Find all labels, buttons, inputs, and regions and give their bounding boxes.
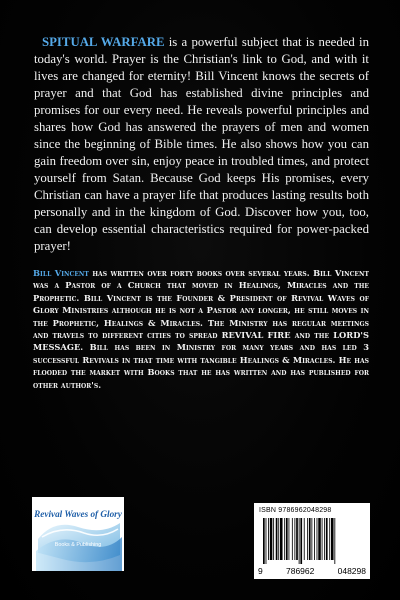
barcode-bar xyxy=(307,518,308,560)
barcode-bar xyxy=(268,518,269,560)
bio-text: has written over forty books over several years. Bill Vincent was a Pastor of a Church that moved in Healings, Miracles and the Prophetic. Bill Vincent is the Founder & President of Revival Waves of Glory Ministries although he is not a Pastor any longer, he still moves in the Prophetic, Healings & Miracles. The Ministry has regular meetings and travels to different cities to spread REVIVAL FIRE and the LORD'S MESSAGE. Bill has been in Ministry for many years and has led 3 successful Revivals in that time with tangible Healings & Miracles. He has flooded the market with Books that he has written and has published for other author's. xyxy=(33,268,369,390)
book-description xyxy=(34,34,369,255)
logo-title: Revival Waves of Glory xyxy=(34,509,122,519)
barcode-bar xyxy=(300,518,302,564)
description-highlight: SPITUAL WARFARE xyxy=(42,35,165,49)
barcode-bar xyxy=(322,518,323,560)
barcode-bar xyxy=(317,518,318,560)
barcode-bar xyxy=(289,518,290,560)
barcode-bar xyxy=(314,518,315,560)
logo-subtitle: Books & Publishing xyxy=(54,542,102,548)
isbn-digits xyxy=(258,566,366,576)
barcode-bar xyxy=(326,518,328,560)
barcode-bar xyxy=(296,518,298,560)
author-bio xyxy=(33,267,369,391)
barcode-bars xyxy=(261,518,363,564)
description-text: is a powerful subject that is needed in today's world. Prayer is the Christian's link to God, and with it lives are changed for eternity! Bill Vincent knows the secrets of prayer and that God has established divine principles and promises for our every need. He reveals powerful principles and shares how God has answered the prayers of men and women since the beginning of Bible times. He also shows how you can gain freedom over sin, enjoy peace in troubled times, and protect yourself from Satan. Because God keeps His promises, every Christian can have a prayer life that produces lasting results both personally and in the kingdom of God. Discover how you, too, can develop essential characteristics required for power-packed prayer! xyxy=(34,35,369,253)
barcode-bar xyxy=(334,518,335,564)
barcode-bar xyxy=(263,518,265,564)
bio-author-name: Bill Vincent xyxy=(33,268,89,278)
barcode-bar xyxy=(299,518,300,564)
barcode-bar xyxy=(284,518,285,560)
isbn-digit-lead: 9 xyxy=(258,566,263,576)
barcode-bar xyxy=(278,518,279,560)
barcode-bar xyxy=(266,518,267,564)
barcode-bar xyxy=(324,518,325,560)
barcode-bar xyxy=(329,518,330,560)
barcode-bar xyxy=(331,518,334,560)
barcode-bar xyxy=(280,518,283,560)
publisher-logo xyxy=(32,497,124,571)
barcode-bar xyxy=(309,518,311,560)
barcode-bar xyxy=(318,518,321,560)
barcode-bar xyxy=(276,518,278,560)
barcode-bar xyxy=(270,518,273,560)
barcode-bar xyxy=(286,518,288,560)
isbn-barcode xyxy=(254,503,370,579)
barcode-bar xyxy=(273,518,274,560)
isbn-digit-group-1: 786962 xyxy=(285,566,315,576)
isbn-label: ISBN 9786962048298 xyxy=(259,507,332,514)
barcode-bar xyxy=(311,518,312,560)
barcode-bar xyxy=(304,518,305,560)
barcode-bar xyxy=(294,518,295,560)
barcode-bar xyxy=(292,518,293,560)
isbn-digit-group-2: 048298 xyxy=(337,566,366,576)
